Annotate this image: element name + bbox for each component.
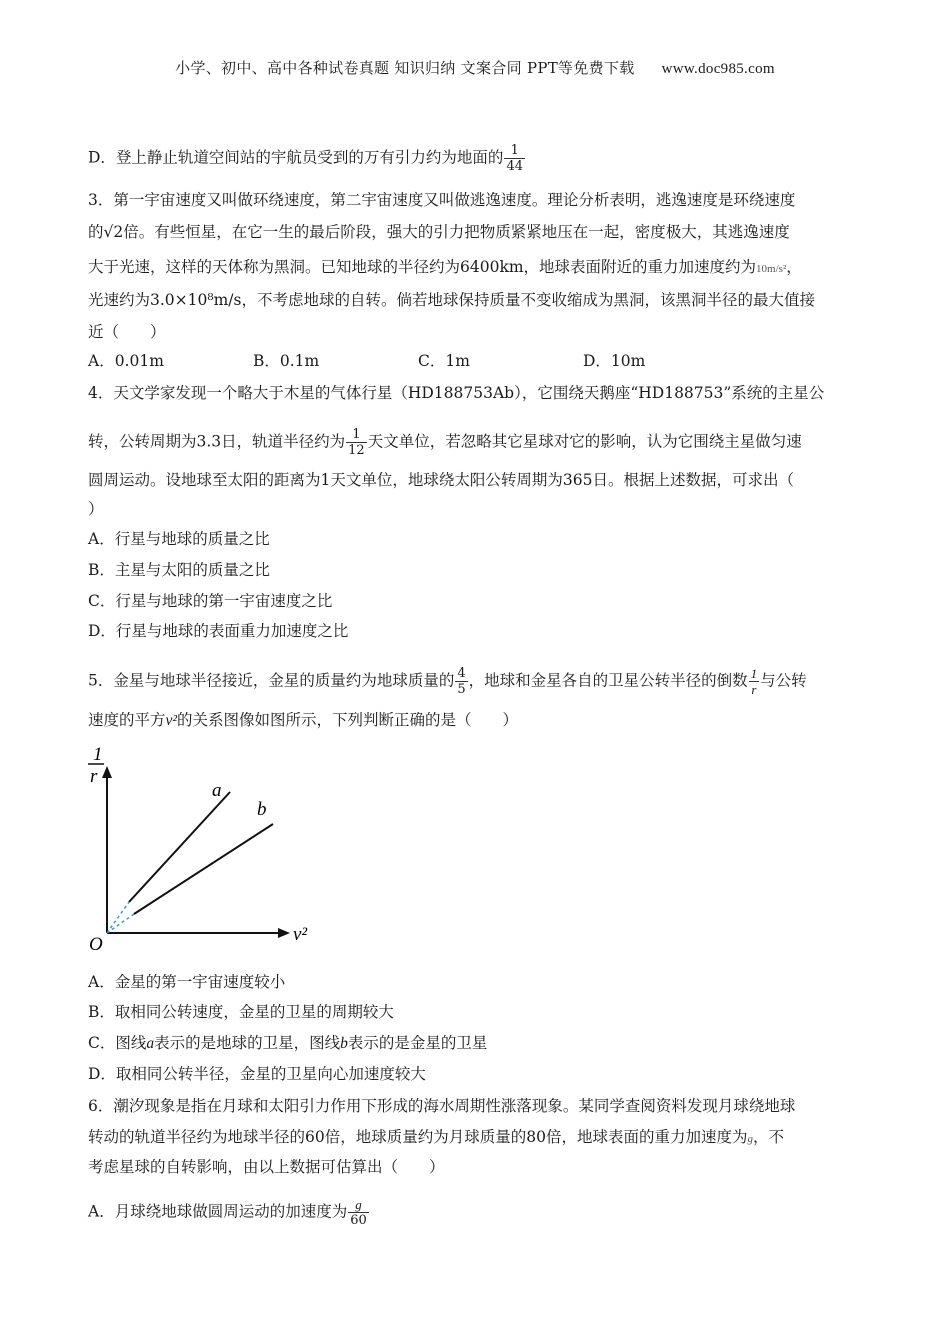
q4-option-d[interactable]: D．行星与地球的表面重力加速度之比 (88, 622, 349, 640)
q3-line-5: 近（ ） (88, 323, 166, 341)
x-label: v² (293, 924, 308, 945)
y-label-num: 1 (93, 744, 103, 765)
q6-line-1: 6．潮汐现象是指在月球和太阳引力作用下形成的海水周期性涨落现象。某同学查阅资料发现月球绕地球 (88, 1097, 796, 1115)
q4-line-1: 4．天文学家发现一个略大于木星的气体行星（HD188753Ab），它围绕天鹅座“HD188753”系统的主星公 (88, 384, 825, 402)
q3-options (88, 351, 748, 371)
q3-line-4: 光速约为3.0×10⁸m/s，不考虑地球的自转。倘若地球保持质量不变收缩成为黑洞，该黑洞半径的最大值接 (88, 291, 815, 309)
q5-option-d[interactable]: D．取相同公转半径，金星的卫星向心加速度较大 (88, 1065, 426, 1083)
q5-option-c[interactable]: C．图线a表示的是地球的卫星，图线b表示的是金星的卫星 (88, 1034, 488, 1052)
y-label-den: r (90, 766, 98, 787)
q3-option-a[interactable]: A．0.01m (88, 352, 164, 370)
q6-option-a[interactable]: A．月球绕地球做圆周运动的加速度为 $\frac{g}{60}$ (88, 1197, 367, 1228)
q3-option-c[interactable]: C．1m (418, 352, 470, 370)
q2-option-d: D．登上静止轨道空间站的宇航员受到的万有引力约为地面的 $\frac{1}{44}$ (88, 143, 523, 174)
graph-1r-vs-v2 (84, 740, 324, 955)
header-text: 小学、初中、高中各种试卷真题 知识归纳 文案合同 PPT等免费下载 (175, 59, 635, 77)
fraction: $\frac{1}{44}$ (506, 143, 523, 174)
q4-line-4: ） (88, 500, 104, 518)
fraction: $\frac{g}{60}$ (350, 1197, 367, 1228)
x-axis-arrow (278, 928, 290, 938)
q3-line-2: 的√2倍。有些恒星，在它一生的最后阶段，强大的引力把物质紧紧地压在一起，密度极大，其逃逸速度 (88, 223, 790, 241)
q5-option-b[interactable]: B．取相同公转速度，金星的卫星的周期较大 (88, 1003, 394, 1021)
q5-line-2: 速度的平方v²的关系图像如图所示，下列判断正确的是（ ） (88, 711, 519, 729)
q4-line-2: 转，公转周期为3.3日，轨道半径约为 $\frac{1}{12}$ 天文单位，若忽略其它星球对它的影响，认为它围绕主星做匀速 (88, 427, 802, 458)
q3-option-b[interactable]: B．0.1m (253, 352, 320, 370)
q3-option-d[interactable]: D．10m (583, 352, 646, 370)
q4-option-c[interactable]: C．行星与地球的第一宇宙速度之比 (88, 592, 333, 610)
q4-option-a[interactable]: A．行星与地球的质量之比 (88, 530, 270, 548)
q4-option-b[interactable]: B．主星与太阳的质量之比 (88, 561, 270, 579)
q4-line-3: 圆周运动。设地球至太阳的距离为1天文单位，地球绕太阳公转周期为365日。根据上述数据，可求出（ (88, 471, 794, 489)
fraction: $\frac{1}{r}$ (750, 666, 758, 697)
line-a-dashed (107, 902, 129, 933)
page-header (0, 57, 950, 78)
q6-line-2: 转动的轨道半径约为地球半径的60倍，地球质量约为月球质量的80倍，地球表面的重力加速度为g，不 (88, 1128, 784, 1146)
sqrt-2: √2 (103, 223, 124, 241)
q6-line-3: 考虑星球的自转影响，由以上数据可估算出（ ） (88, 1158, 445, 1176)
fraction: $\frac{4}{5}$ (457, 666, 466, 697)
line-b-label: b (257, 799, 267, 820)
fraction: $\frac{1}{12}$ (348, 427, 365, 458)
line-b-dashed (107, 914, 134, 933)
q3-line-1: 3．第一宇宙速度又叫做环绕速度，第二宇宙速度又叫做逃逸速度。理论分析表明，逃逸速度是环绕速度 (88, 191, 796, 209)
y-axis-arrow (102, 766, 112, 778)
line-b (134, 824, 273, 914)
q5-option-a[interactable]: A．金星的第一宇宙速度较小 (88, 973, 286, 991)
origin-label: O (89, 934, 103, 955)
line-a-label: a (212, 780, 222, 801)
header-url[interactable]: www.doc985.com (661, 61, 775, 77)
q5-line-1: 5．金星与地球半径接近，金星的质量约为地球质量的 $\frac{4}{5}$ ，地球和金星各自的卫星公转半径的倒数 $\frac{1}{r}$ 与公转 (88, 666, 807, 697)
q3-line-3: 大于光速，这样的天体称为黑洞。已知地球的半径约为6400km，地球表面附近的重力加速度约为10m/s²， (88, 258, 802, 276)
